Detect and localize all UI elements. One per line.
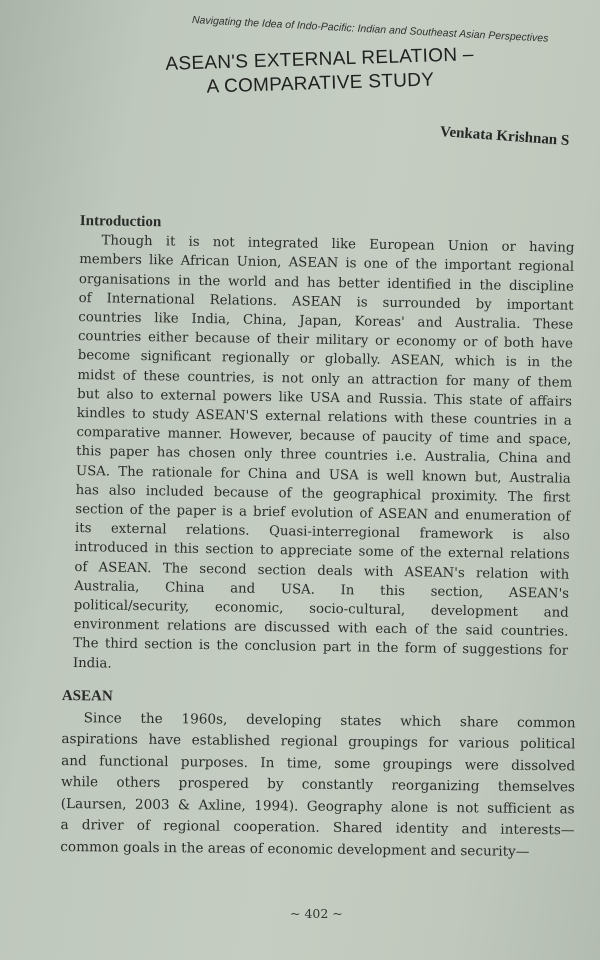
text-line: section of the paper is a brief evolution of ASEAN and enumeration of (75, 502, 571, 525)
text-line: this paper has chosen only three countries i.e. Australia, China and (76, 444, 572, 468)
text-line: countries like India, China, Japan, Koreas' and Australia. These (78, 310, 574, 333)
text-line: India. (72, 655, 112, 672)
running-head: Navigating the Idea of Indo-Pacific: Indian and Southeast Asian Perspectives (191, 14, 549, 45)
text-line: countries either because of their military or economy or of both have (77, 329, 574, 352)
text-line: of ASEAN. The second section deals with ASEAN's relation with (74, 559, 570, 583)
section-asean (60, 686, 576, 863)
text-line: of International Relations. ASEAN is surrounded by important (78, 290, 574, 314)
text-line: USA. The rationale for China and USA is well known but, Australia (75, 463, 571, 487)
text-line: become significant regionally or globally. ASEAN, which is in the (77, 348, 573, 372)
section-heading: ASEAN (61, 687, 113, 705)
text-line: has also included because of the geographical proximity. The first (75, 482, 571, 506)
text-line: but also to external powers like USA and Russia. This state of affairs (77, 386, 573, 410)
section-heading: Introduction (79, 212, 162, 231)
section-introduction (73, 212, 575, 681)
text-line: its external relations. Quasi-interregional framework is also (74, 521, 571, 544)
text-line: organisations in the world and has better identified in the discipline (78, 271, 574, 295)
text-line: aspirations have established regional groupings for various political (61, 730, 576, 753)
text-line: Since the 1960s, developing states which share common (83, 709, 576, 731)
text-line: comparative manner. However, because of paucity of time and space, (76, 425, 572, 448)
paragraph (60, 707, 576, 863)
text-line: and functional purposes. In time, some groupings were dissolved (61, 752, 576, 774)
author-name: Venkata Krishnan S (439, 124, 570, 150)
text-line: Australia, China and USA. In this section, ASEAN's (74, 578, 570, 602)
text-line: political/security, economic, socio-cultural, development and (73, 598, 569, 621)
title-line-1: ASEAN'S EXTERNAL RELATION – (165, 44, 475, 75)
text-line: midst of these countries, is not only an attraction for many of them (77, 367, 573, 391)
page-number: ~ 402 ~ (290, 906, 343, 921)
text-line: kindles to study ASEAN'S external relations with these countries in a (76, 406, 572, 429)
paragraph (73, 231, 575, 680)
text-line: introduced in this section to appreciate some of the external relations (74, 540, 570, 564)
article-title (159, 43, 480, 101)
text-line: members like African Union, ASEAN is one of the important regional (79, 252, 575, 276)
text-line: a driver of regional cooperation. Shared identity and interests— (60, 816, 575, 839)
text-line: while others prospered by constantly reorganizing themselves (60, 773, 576, 796)
text-line: (Laursen, 2003 & Axline, 1994). Geography alone is not sufficient as (60, 795, 575, 817)
text-line: The third section is the conclusion part in the form of suggestions for (73, 636, 569, 660)
text-line: environment relations are discussed with each of the said countries. (73, 617, 569, 640)
title-line-2: A COMPARATIVE STUDY (206, 69, 435, 98)
text-line: Though it is not integrated like European Union or having (101, 233, 575, 256)
text-line: common goals in the areas of economic development and security— (60, 838, 530, 860)
